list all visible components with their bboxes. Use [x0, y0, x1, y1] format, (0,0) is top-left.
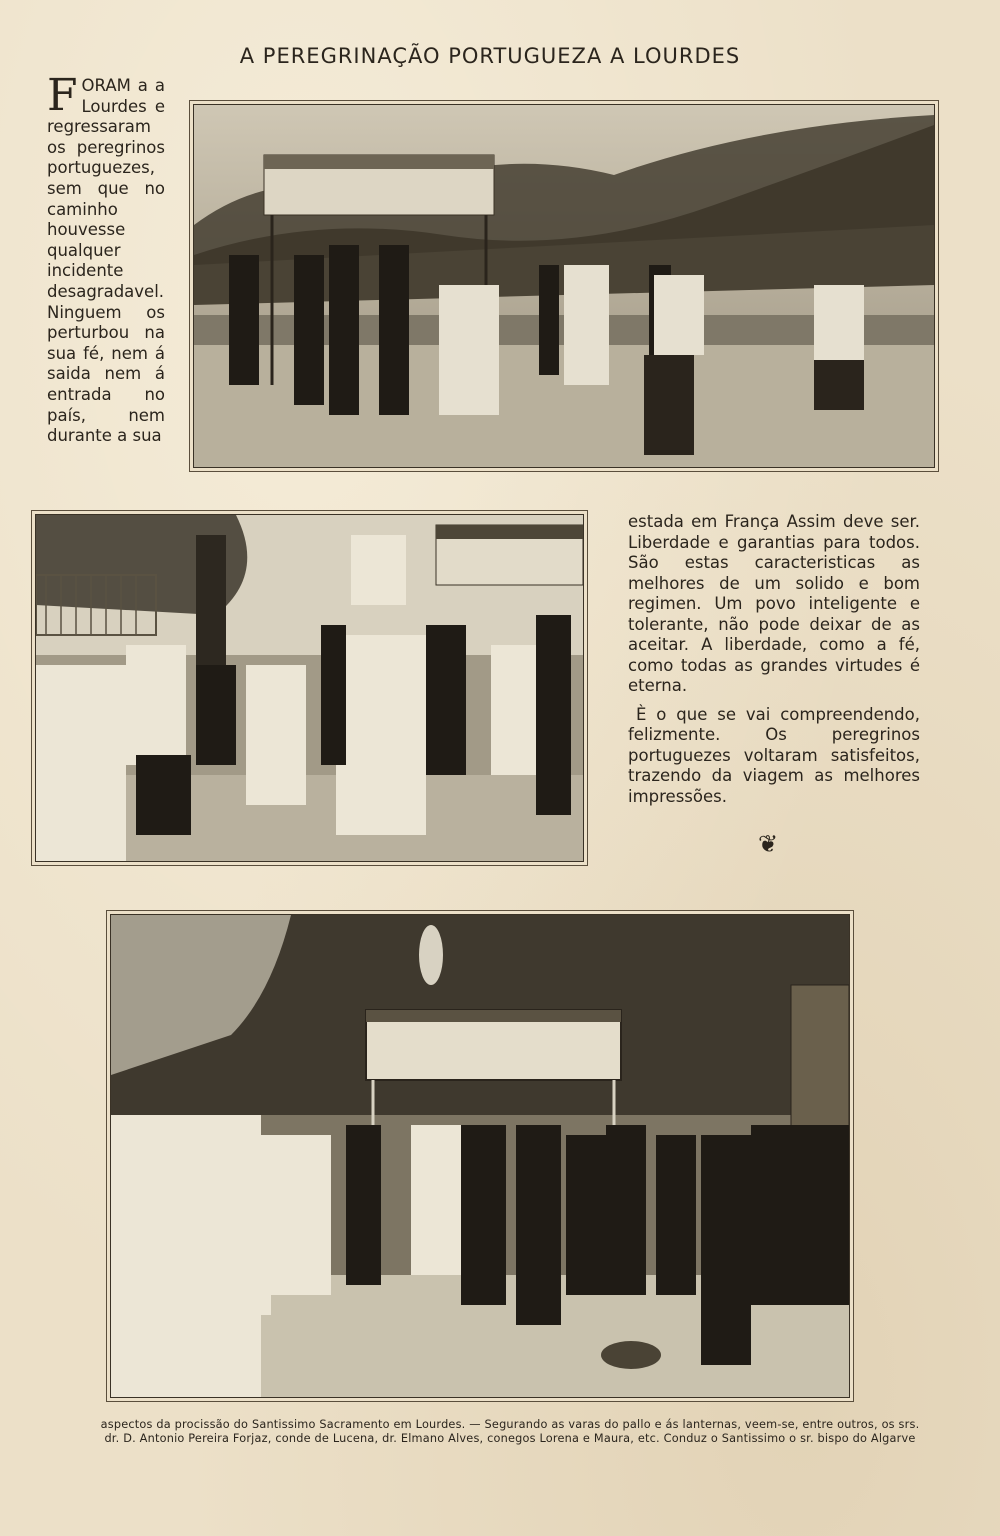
closing-text: È o que se vai compreendendo, felizmente. Os peregrinos portuguezes voltaram satisfeitos, trazendo da viagem as melhores impressões.: [628, 704, 920, 806]
procession-photo-grotto: [110, 914, 850, 1398]
intro-text: ORAM a a Lourdes e regressaram os peregrinos portuguezes, sem que no caminho houvesse qualquer incidente desagradavel. Ninguem os perturbou na sua fé, nem á saida nem á entrada no país, nem durante a sua: [47, 76, 165, 446]
ornament-icon: ❦: [758, 830, 779, 858]
article-intro-column: [47, 70, 165, 447]
procession-photo-clergy: [35, 514, 584, 862]
drop-cap: F: [47, 70, 78, 121]
article-title: A PEREGRINAÇÃO PORTUGUEZA A LOURDES: [239, 44, 741, 68]
continued-text: estada em França Assim deve ser. Liberdade e garantias para todos. São estas caracteristicas as melhores de um solido e bom regimen. Um povo inteligente e tolerante, não pode deixar de as aceitar. A liberdade, como a fé, como todas as grandes virtudes é eterna.: [628, 512, 920, 695]
photo-caption: aspectos da procissão do Santissimo Sacramento em Lourdes. — Segurando as varas do pallo e ás lanternas, veem-se, entre outros, os srs. dr. D. Antonio Pereira Forjaz, conde de Lucena, dr. Elmano Alves, conegos Lorena e Maura, etc. Conduz o Santissimo o sr. bispo do Algarve: [100, 1418, 920, 1445]
procession-photo-road: [193, 104, 935, 468]
article-continued-column: [628, 512, 920, 815]
